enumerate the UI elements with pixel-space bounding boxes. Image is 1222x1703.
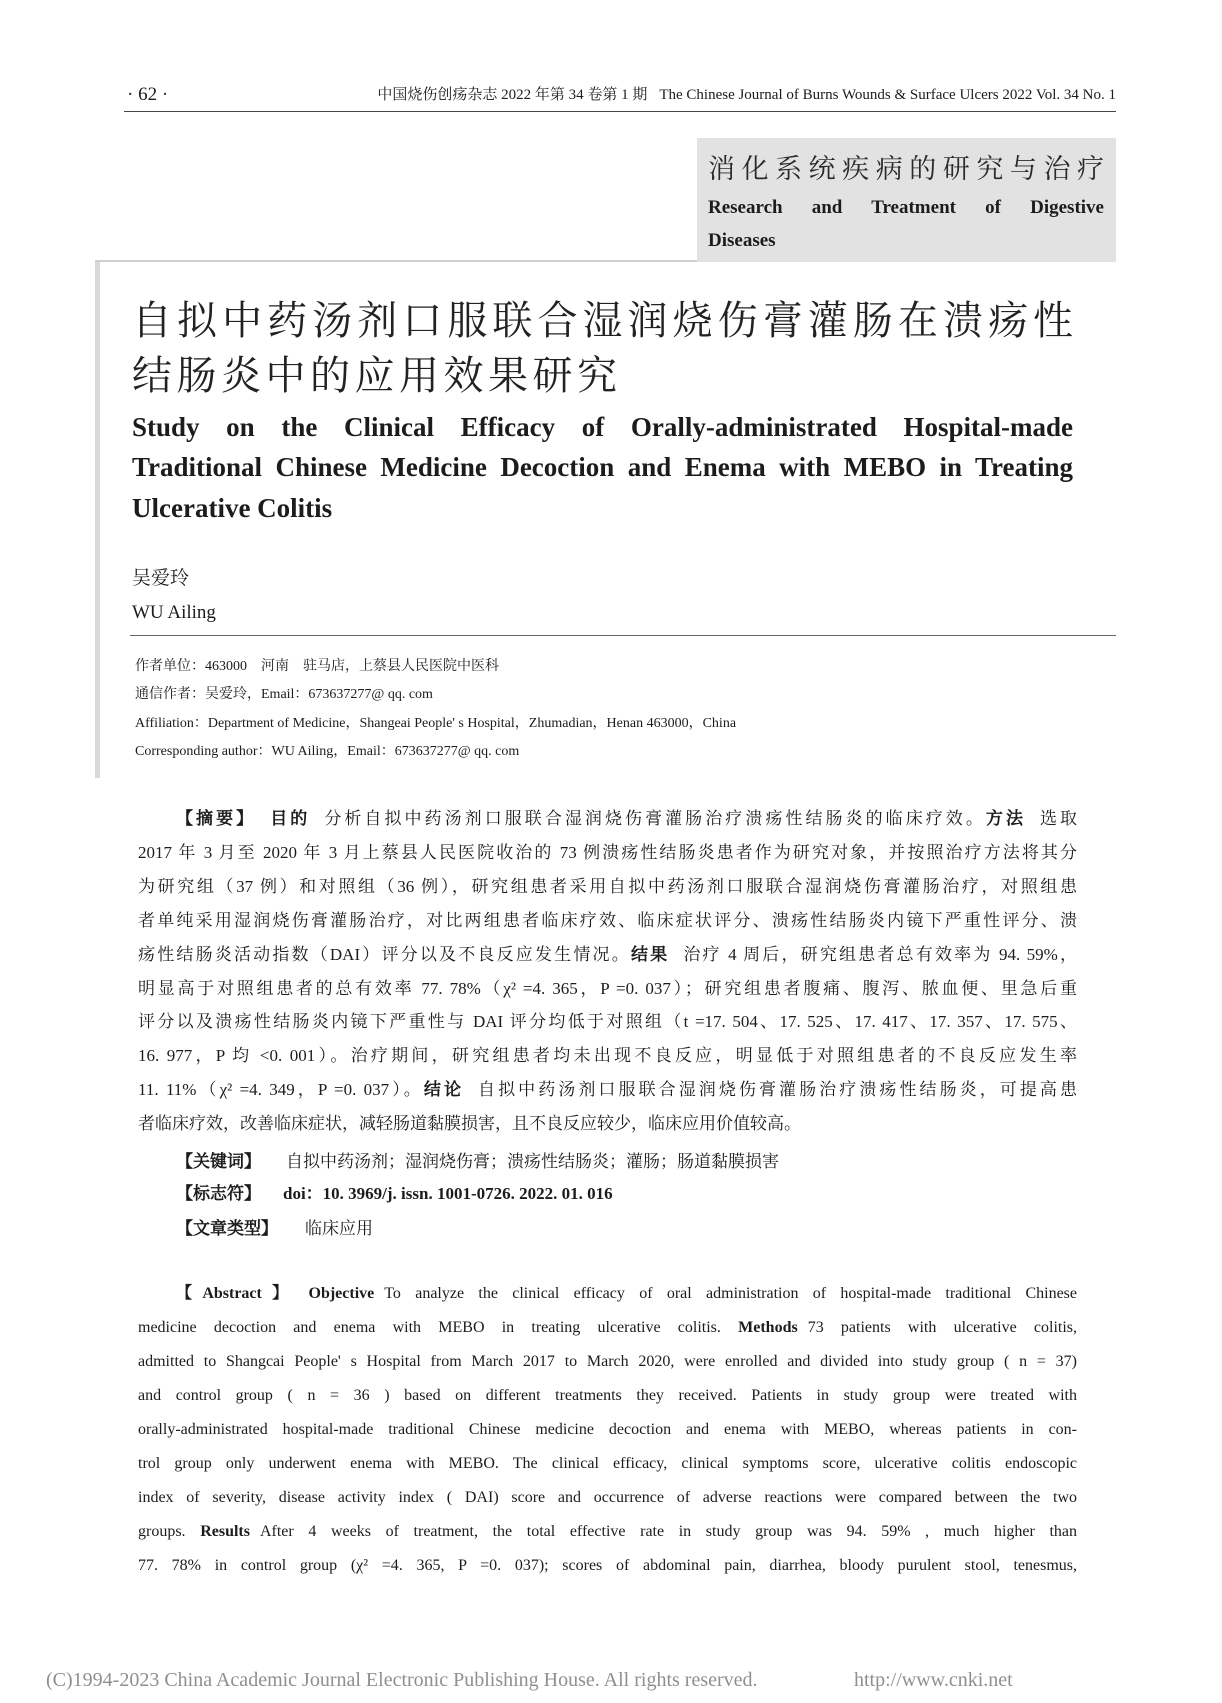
- corresponding-author-zh: 通信作者：吴爱玲，Email：673637277@ qq. com: [135, 687, 433, 702]
- column-title-en-line: Diseases: [708, 230, 776, 251]
- abstract-en-line: [138, 1318, 1077, 1338]
- abstract-section-label: 方法: [985, 809, 1026, 828]
- journal-title-zh: 中国烧伤创疡杂志 2022 年第 34 卷第 1 期: [377, 87, 648, 103]
- author-rule: [130, 635, 1116, 636]
- column-title-zh: 消化系统疾病的研究与治疗: [708, 154, 1104, 185]
- abstract-section-label: 【Abstract】: [176, 1285, 299, 1302]
- corresponding-author-en: Corresponding author：WU Ailing，Email：673637277@ qq. com: [135, 744, 520, 759]
- abstract-en-line: [138, 1352, 1077, 1372]
- keywords-value: 自拟中药汤剂；湿润烧伤膏；溃疡性结肠炎；灌肠；肠道黏膜损害: [286, 1152, 779, 1171]
- affiliation-en: Affiliation：Department of Medicine，Shangeai People' s Hospital，Zhumadian，Henan 463000，China: [135, 716, 737, 731]
- affiliation-zh: 作者单位：463000 河南 驻马店，上蔡县人民医院中医科: [135, 659, 499, 674]
- keywords-label: 【关键词】: [176, 1152, 261, 1171]
- abstract-en-line: [138, 1522, 1077, 1542]
- abstract-text: trol group only underwent enema with MEBO. The clinical efficacy, clinical symptoms score, ulcerative colitis endoscopic: [138, 1455, 1077, 1472]
- article-title-en: Study on the Clinical Efficacy of Orally-administrated Hospital-made: [132, 412, 1073, 442]
- abstract-text: 明显高于对照组患者的总有效率 77. 78%（χ² =4. 365，P =0. 037）；研究组患者腹痛、腹泻、脓血便、里急后重: [138, 978, 1077, 998]
- abstract-en-line: [138, 1420, 1077, 1440]
- abstract-section-label: 目的: [270, 809, 311, 828]
- column-rule: [95, 260, 697, 262]
- abstract-text: 选取: [1040, 809, 1078, 828]
- abstract-zh-line: [138, 910, 1077, 932]
- abstract-en-line: [138, 1454, 1077, 1474]
- abstract-text: 治疗 4 周后，研究组患者总有效率为 94. 59%，: [683, 944, 1078, 964]
- abstract-en-line: [138, 1386, 1077, 1406]
- abstract-text: 评分以及溃疡性结肠炎内镜下严重性与 DAI 评分均低于对照组（t =17. 504、17. 525、17. 417、17. 357、17. 575、: [138, 1012, 1077, 1032]
- abstract-zh-line: [138, 842, 1077, 864]
- abstract-text: groups.: [138, 1523, 201, 1540]
- header-rule: [124, 111, 1116, 112]
- article-type-value: 临床应用: [305, 1219, 373, 1238]
- abstract-text: and control group ( n = 36 ) based on different treatments they received. Patients in study group were treated with: [138, 1387, 1077, 1404]
- abstract-text: 分析自拟中药汤剂口服联合湿润烧伤膏灌肠治疗溃疡性结肠炎的临床疗效。: [324, 809, 986, 828]
- abstract-text: After 4 weeks of treatment, the total effective rate in study group was 94. 59% , much higher than: [259, 1523, 1077, 1540]
- abstract-text: 77. 78% in control group (χ² =4. 365, P =0. 037); scores of abdominal pain, diarrhea, bloody purulent stool, tenesmus,: [138, 1557, 1077, 1574]
- abstract-text: 73 patients with ulcerative colitis,: [807, 1319, 1078, 1336]
- abstract-zh-line: [138, 1045, 1077, 1067]
- abstract-text: admitted to Shangcai People' s Hospital from March 2017 to March 2020, were enrolled and divided into study group ( n = 37): [138, 1353, 1077, 1370]
- side-bar: [95, 262, 100, 778]
- abstract-zh-line: [138, 1011, 1077, 1033]
- abstract-section-label: Results: [200, 1523, 250, 1540]
- page-number: · 62 ·: [127, 84, 169, 105]
- abstract-text: index of severity, disease activity index ( DAI) score and occurrence of adverse reactions were compared between the two: [138, 1489, 1077, 1506]
- abstract-zh-line: [138, 1113, 1077, 1135]
- abstract-section-label: 【摘要】: [176, 809, 257, 828]
- abstract-en-line: [138, 1556, 1077, 1576]
- abstract-text: 者临床疗效，改善临床症状，减轻肠道黏膜损害，且不良反应较少，临床应用价值较高。: [138, 1114, 801, 1134]
- column-title-en-line: Research and Treatment of Digestive: [708, 197, 1104, 218]
- abstract-text: 者单纯采用湿润烧伤膏灌肠治疗，对比两组患者临床疗效、临床症状评分、溃疡性结肠炎内镜下严重性评分、溃: [138, 910, 1077, 930]
- abstract-text: To analyze the clinical efficacy of oral administration of hospital-made traditional Chinese: [384, 1285, 1078, 1302]
- doi-value: doi：10. 3969/j. issn. 1001-0726. 2022. 01. 016: [283, 1184, 613, 1203]
- abstract-section-label: Methods: [738, 1319, 798, 1336]
- abstract-zh-line: [138, 978, 1077, 1000]
- abstract-text: 疡性结肠炎活动指数（DAI）评分以及不良反应发生情况。: [138, 944, 631, 964]
- abstract-text: 2017 年 3 月至 2020 年 3 月上蔡县人民医院收治的 73 例溃疡性结肠炎患者作为研究对象，并按照治疗方法将其分: [138, 842, 1077, 862]
- copyright-notice: (C)1994-2023 China Academic Journal Electronic Publishing House. All rights reserved.: [46, 1669, 758, 1691]
- article-title-zh: 结肠炎中的应用效果研究: [132, 353, 622, 399]
- journal-title-en: The Chinese Journal of Burns Wounds & Surface Ulcers 2022 Vol. 34 No. 1: [659, 87, 1116, 103]
- abstract-zh-line: [138, 876, 1077, 898]
- footer-url: http://www.cnki.net: [854, 1669, 1013, 1691]
- abstract-text: 为研究组（37 例）和对照组（36 例），研究组患者采用自拟中药汤剂口服联合湿润烧伤膏灌肠治疗，对照组患: [138, 876, 1077, 896]
- article-title-en: Ulcerative Colitis: [132, 493, 333, 523]
- abstract-en-line: [138, 1488, 1077, 1508]
- abstract-section-label: 结论: [423, 1080, 465, 1100]
- doi-label: 【标志符】: [176, 1184, 261, 1203]
- author-name-zh: 吴爱玲: [132, 567, 190, 589]
- abstract-en-line: [176, 1284, 1077, 1304]
- abstract-text: 11. 11%（χ² =4. 349，P =0. 037）。: [138, 1080, 424, 1100]
- abstract-zh-line: [138, 944, 1077, 966]
- abstract-zh-line: [176, 808, 1077, 830]
- abstract-text: 16. 977，P 均 <0. 001）。治疗期间，研究组患者均未出现不良反应，明显低于对照组患者的不良反应发生率: [138, 1046, 1077, 1066]
- abstract-text: medicine decoction and enema with MEBO in treating ulcerative colitis.: [138, 1319, 739, 1336]
- author-name-en: WU Ailing: [132, 602, 216, 623]
- article-title-zh: 自拟中药汤剂口服联合湿润烧伤膏灌肠在溃疡性: [132, 298, 1073, 344]
- abstract-section-label: 结果: [630, 944, 670, 964]
- abstract-section-label: Objective: [308, 1285, 375, 1302]
- running-header: [377, 85, 1116, 105]
- abstract-text: 自拟中药汤剂口服联合湿润烧伤膏灌肠治疗溃疡性结肠炎，可提高患: [478, 1080, 1078, 1100]
- abstract-text: orally-administrated hospital-made traditional Chinese medicine decoction and enema with MEBO, whereas patients in con-: [138, 1421, 1077, 1438]
- article-title-en: Traditional Chinese Medicine Decoction and Enema with MEBO in Treating: [132, 452, 1073, 482]
- article-type-label: 【文章类型】: [176, 1219, 278, 1238]
- abstract-zh-line: [138, 1079, 1077, 1101]
